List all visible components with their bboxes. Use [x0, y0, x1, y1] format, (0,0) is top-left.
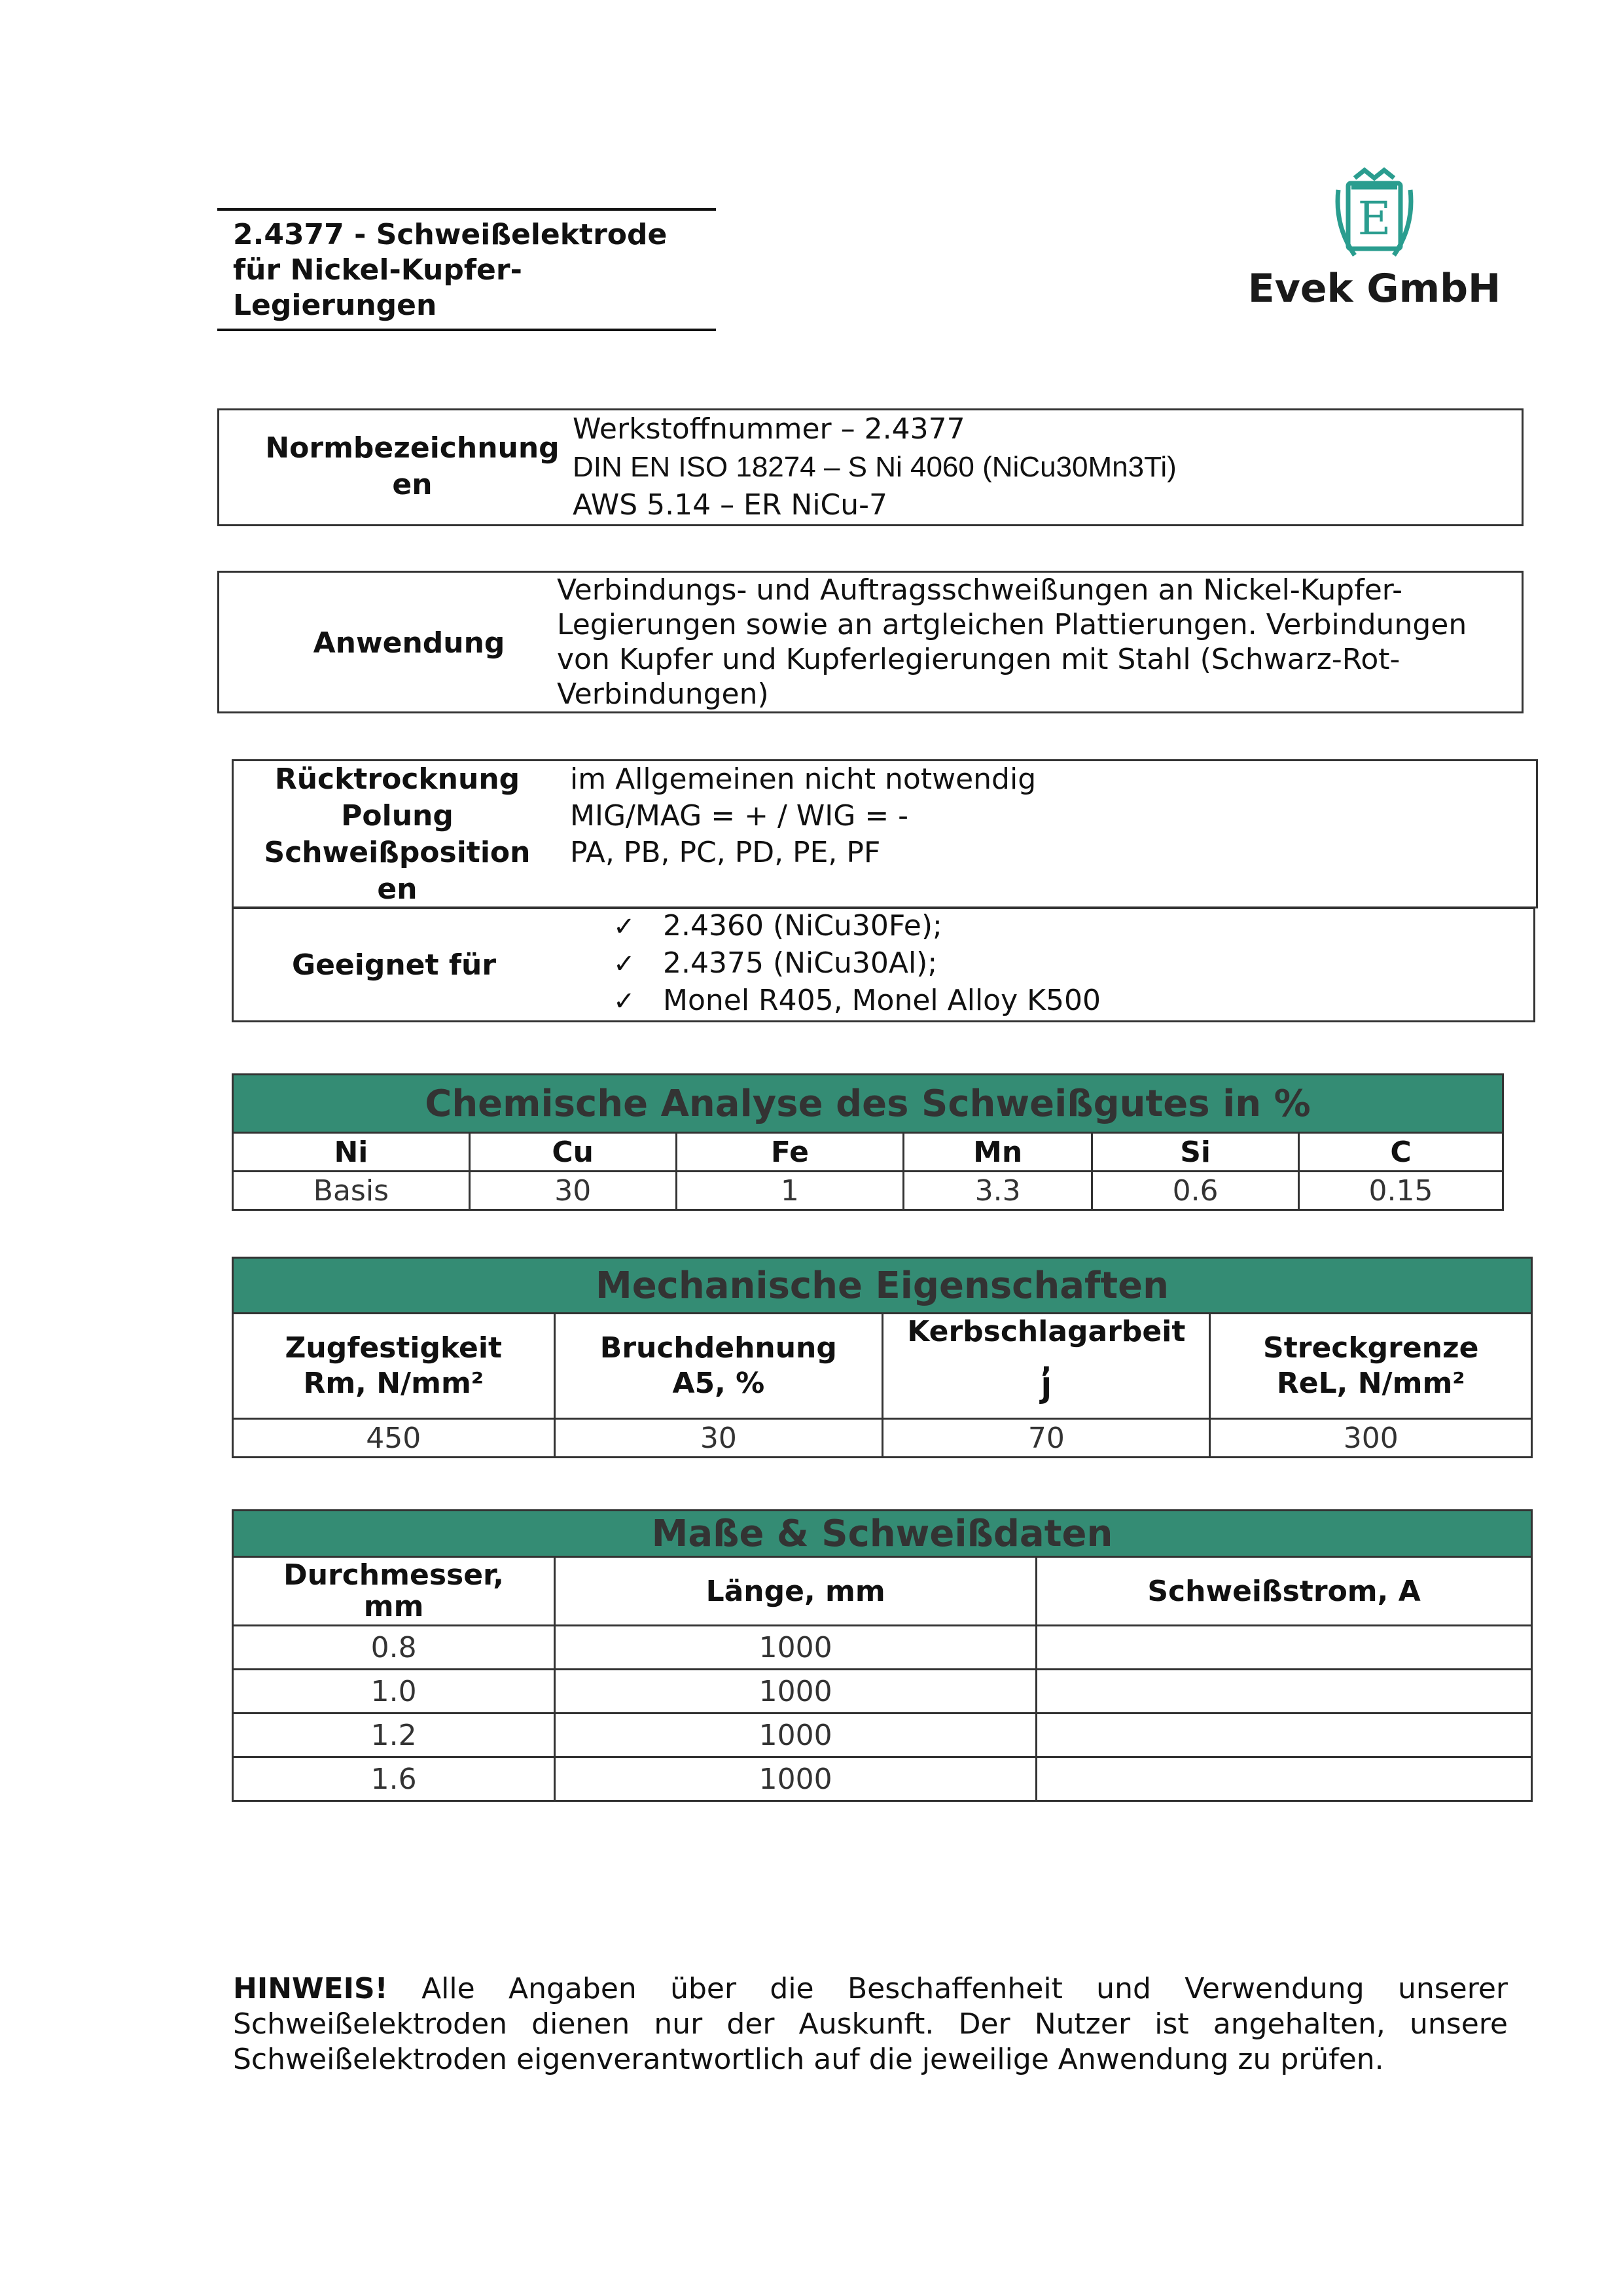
mech-table [232, 1257, 1533, 1458]
chem-header: Si [1092, 1133, 1299, 1172]
chem-header: C [1298, 1133, 1503, 1172]
mech-value: 30 [554, 1419, 883, 1458]
geeignet-list [613, 908, 1516, 1020]
list-item: ✓ 2.4360 (NiCu30Fe); [613, 908, 1516, 945]
chem-header: Cu [469, 1133, 676, 1172]
list-item: ✓ Monel R405, Monel Alloy K500 [613, 982, 1516, 1020]
chem-table [232, 1073, 1504, 1211]
table-row: 1.2 1000 [233, 1713, 1532, 1757]
dims-title: Maße & Schweißdaten [233, 1511, 1532, 1557]
table-row: 1.0 1000 [233, 1670, 1532, 1713]
document-title [217, 208, 716, 331]
geeignet-label: Geeignet für [291, 948, 497, 982]
geeignet-box [232, 907, 1535, 1022]
chem-header: Fe [676, 1133, 904, 1172]
props-labels: Rücktrocknung Polung Schweißposition en [264, 762, 531, 906]
chem-header: Ni [233, 1133, 470, 1172]
logo-text: Evek GmbH [1247, 266, 1501, 312]
company-logo [1243, 164, 1505, 314]
props-values: im Allgemeinen nicht notwendig MIG/MAG = + / WIG = - PA, PB, PC, PD, PE, PF [570, 762, 1037, 869]
norm-values [573, 410, 1515, 524]
title-line: Legierungen [233, 289, 437, 322]
title-line: für Nickel-Kupfer- [233, 253, 522, 287]
note-text: Alle Angaben über die Beschaffenheit und Verwendung unserer Schweißelektroden dienen nur der Auskunft. Der Nutzer ist angehalten, unsere Schweißelektroden eigenverantwortlich auf die jeweilige Anwendung zu prüfen. [233, 1972, 1508, 2076]
props-box [232, 759, 1538, 908]
mech-value: 300 [1210, 1419, 1532, 1458]
norm-value: AWS 5.14 – ER NiCu-7 [573, 488, 888, 522]
mech-header: Streckgrenze ReL, N/mm² [1210, 1314, 1532, 1419]
mech-header: Bruchdehnung A5, % [554, 1314, 883, 1419]
mech-title: Mechanische Eigenschaften [233, 1258, 1532, 1314]
chem-value: Basis [233, 1172, 470, 1210]
disclaimer-note [233, 1971, 1508, 2077]
note-label: HINWEIS! [233, 1972, 388, 2005]
chem-value: 0.15 [1298, 1172, 1503, 1210]
check-icon: ✓ [613, 949, 635, 979]
mech-header: Zugfestigkeit Rm, N/mm² [233, 1314, 555, 1419]
mech-header: Kerbschlagarbeit , J [883, 1314, 1210, 1419]
chem-value: 3.3 [904, 1172, 1092, 1210]
chem-value: 1 [676, 1172, 904, 1210]
crest-icon [1325, 164, 1423, 262]
dims-header: Durchmesser, mm [233, 1557, 555, 1626]
mech-value: 70 [883, 1419, 1210, 1458]
chem-value: 30 [469, 1172, 676, 1210]
norm-box [217, 408, 1524, 526]
svg-text:E: E [1357, 192, 1391, 245]
list-item: ✓ 2.4375 (NiCu30Al); [613, 945, 1516, 982]
chem-header: Mn [904, 1133, 1092, 1172]
anwendung-text: Verbindungs- und Auftragsschweißungen an Nickel-Kupfer- Legierungen sowie an artgleichen Plattierungen. Verbindungen von Kupfer und Kupferlegierungen mit Stahl (Schwarz-Rot- Verbindungen) [557, 573, 1467, 711]
dims-header: Schweißstrom, A [1037, 1557, 1532, 1626]
chem-title: Chemische Analyse des Schweißgutes in % [233, 1075, 1503, 1133]
table-row: 1.6 1000 [233, 1757, 1532, 1801]
dims-header: Länge, mm [555, 1557, 1037, 1626]
anwendung-label: Anwendung [313, 626, 505, 660]
check-icon: ✓ [613, 986, 635, 1016]
mech-value: 450 [233, 1419, 555, 1458]
anwendung-box [217, 571, 1524, 713]
norm-value: Werkstoffnummer – 2.4377 [573, 412, 965, 446]
table-row: 0.8 1000 [233, 1626, 1532, 1670]
dims-table [232, 1509, 1533, 1802]
chem-value: 0.6 [1092, 1172, 1299, 1210]
title-line: 2.4377 - Schweißelektrode [233, 218, 668, 251]
check-icon: ✓ [613, 912, 635, 942]
norm-label: Normbezeichnung en [265, 431, 560, 501]
norm-value: DIN EN ISO 18274 – S Ni 4060 (NiCu30Mn3Ti) [573, 451, 1177, 483]
